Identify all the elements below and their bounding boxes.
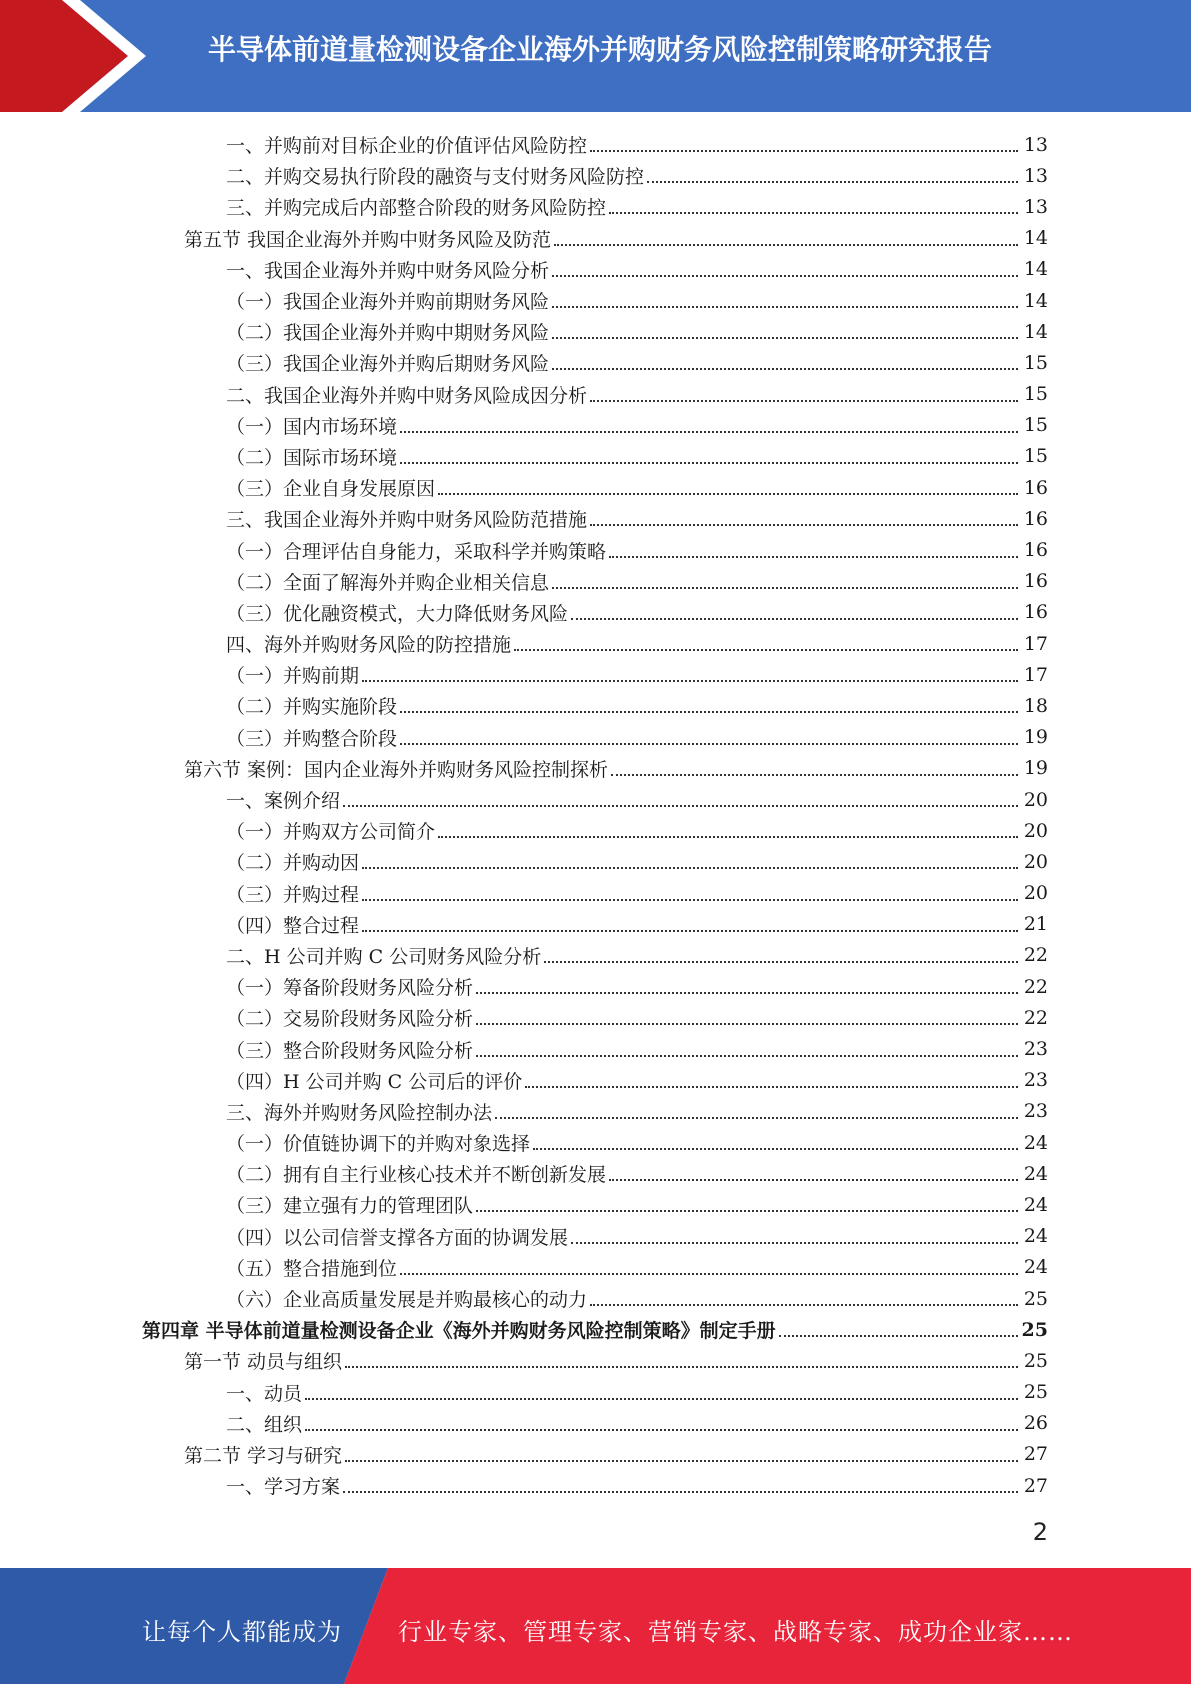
toc-dot-leader <box>495 1116 1018 1119</box>
toc-entry-title: （三）企业自身发展原因 <box>226 478 436 501</box>
toc-entry-title: （一）合理评估自身能力，采取科学并购策略 <box>226 540 607 563</box>
toc-entry[interactable] <box>0 129 1191 160</box>
toc-entry[interactable] <box>0 1345 1191 1376</box>
toc-entry[interactable] <box>0 503 1191 534</box>
toc-entry-title: （三）建立强有力的管理团队 <box>226 1195 474 1218</box>
toc-entry-page: 14 <box>1023 289 1048 312</box>
toc-entry-title: 第二节 学习与研究 <box>184 1444 343 1467</box>
toc-entry[interactable] <box>0 1408 1191 1439</box>
toc-entry-title: （二）我国企业海外并购中期财务风险 <box>226 322 550 345</box>
toc-dot-leader <box>362 929 1018 932</box>
toc-entry-title: （二）国际市场环境 <box>226 446 398 469</box>
toc-entry-page: 16 <box>1023 570 1048 593</box>
toc-entry[interactable] <box>0 1158 1191 1189</box>
toc-dot-leader <box>609 555 1018 558</box>
toc-entry-page: 16 <box>1023 507 1048 530</box>
toc-dot-leader <box>476 1022 1018 1025</box>
table-of-contents <box>0 129 1191 1501</box>
toc-entry-title: 第五节 我国企业海外并购中财务风险及防范 <box>184 228 552 251</box>
toc-entry-page: 21 <box>1023 913 1048 936</box>
toc-entry[interactable] <box>0 722 1191 753</box>
toc-entry[interactable] <box>0 659 1191 690</box>
toc-dot-leader <box>400 1272 1018 1275</box>
footer-slogan-left: 让每个人都能成为 <box>142 1618 342 1646</box>
toc-entry[interactable] <box>0 878 1191 909</box>
toc-entry-title: 第一节 动员与组织 <box>184 1351 343 1374</box>
toc-entry[interactable] <box>0 1314 1191 1345</box>
toc-entry[interactable] <box>0 191 1191 222</box>
toc-entry-page: 27 <box>1023 1443 1048 1466</box>
toc-entry[interactable] <box>0 316 1191 347</box>
toc-dot-leader <box>544 960 1018 963</box>
toc-entry-page: 13 <box>1023 164 1048 187</box>
toc-entry-title: 一、案例介绍 <box>226 790 341 813</box>
toc-dot-leader <box>590 1303 1018 1306</box>
toc-dot-leader <box>476 1054 1018 1057</box>
toc-entry[interactable] <box>0 1377 1191 1408</box>
toc-entry[interactable] <box>0 1439 1191 1470</box>
toc-dot-leader <box>343 1490 1018 1493</box>
toc-entry-page: 20 <box>1023 788 1048 811</box>
toc-dot-leader <box>552 367 1018 370</box>
toc-entry-title: （四）整合过程 <box>226 914 360 937</box>
toc-entry-page: 25 <box>1021 1318 1048 1341</box>
toc-entry-page: 19 <box>1023 726 1048 749</box>
toc-entry[interactable] <box>0 1065 1191 1096</box>
toc-entry-title: 第六节 案例：国内企业海外并购财务风险控制探析 <box>184 758 609 781</box>
toc-entry-page: 25 <box>1023 1287 1048 1310</box>
toc-entry-page: 22 <box>1023 975 1048 998</box>
toc-entry-page: 25 <box>1023 1381 1048 1404</box>
toc-entry[interactable] <box>0 223 1191 254</box>
toc-dot-leader <box>571 1241 1018 1244</box>
toc-entry[interactable] <box>0 410 1191 441</box>
toc-dot-leader <box>305 1397 1018 1400</box>
toc-dot-leader <box>362 679 1018 682</box>
toc-entry[interactable] <box>0 1470 1191 1501</box>
toc-entry-page: 24 <box>1023 1131 1048 1154</box>
toc-entry-page: 24 <box>1023 1256 1048 1279</box>
toc-entry-title: （二）并购实施阶段 <box>226 696 398 719</box>
toc-entry-page: 15 <box>1023 383 1048 406</box>
toc-entry-title: 三、并购完成后内部整合阶段的财务风险防控 <box>226 197 607 220</box>
toc-entry-title: （二）交易阶段财务风险分析 <box>226 1008 474 1031</box>
toc-entry[interactable] <box>0 784 1191 815</box>
document-title: 半导体前道量检测设备企业海外并购财务风险控制策略研究报告 <box>207 33 992 66</box>
toc-entry-title: 二、组织 <box>226 1413 303 1436</box>
toc-entry[interactable] <box>0 597 1191 628</box>
toc-entry-page: 19 <box>1023 757 1048 780</box>
toc-entry[interactable] <box>0 1189 1191 1220</box>
toc-entry-page: 23 <box>1023 1038 1048 1061</box>
toc-entry-title: （二）全面了解海外并购企业相关信息 <box>226 571 550 594</box>
toc-entry[interactable] <box>0 160 1191 191</box>
toc-entry[interactable] <box>0 1127 1191 1158</box>
toc-entry[interactable] <box>0 815 1191 846</box>
toc-dot-leader <box>362 898 1018 901</box>
toc-dot-leader <box>571 617 1018 620</box>
toc-entry-title: （一）筹备阶段财务风险分析 <box>226 977 474 1000</box>
toc-entry[interactable] <box>0 971 1191 1002</box>
toc-entry-page: 22 <box>1023 1006 1048 1029</box>
toc-dot-leader <box>343 804 1018 807</box>
toc-entry-title: （五）整合措施到位 <box>226 1257 398 1280</box>
toc-entry[interactable] <box>0 254 1191 285</box>
toc-entry-page: 16 <box>1023 476 1048 499</box>
toc-entry-page: 27 <box>1023 1474 1048 1497</box>
toc-entry-page: 15 <box>1023 414 1048 437</box>
toc-entry-page: 13 <box>1023 133 1048 156</box>
toc-entry[interactable] <box>0 753 1191 784</box>
toc-dot-leader <box>552 586 1018 589</box>
toc-entry-page: 20 <box>1023 882 1048 905</box>
toc-entry-title: （一）并购双方公司简介 <box>226 821 436 844</box>
header-arrow-decoration <box>0 0 160 112</box>
toc-entry[interactable] <box>0 1033 1191 1064</box>
toc-entry-title: 三、海外并购财务风险控制办法 <box>226 1101 493 1124</box>
toc-entry[interactable] <box>0 441 1191 472</box>
toc-entry-title: （三）整合阶段财务风险分析 <box>226 1039 474 1062</box>
toc-entry[interactable] <box>0 1096 1191 1127</box>
toc-entry-title: 二、H 公司并购 C 公司财务风险分析 <box>226 945 542 968</box>
toc-dot-leader <box>611 773 1018 776</box>
toc-entry-title: 一、我国企业海外并购中财务风险分析 <box>226 259 550 282</box>
toc-entry-page: 24 <box>1023 1162 1048 1185</box>
toc-dot-leader <box>609 1178 1018 1181</box>
toc-entry-title: （一）并购前期 <box>226 665 360 688</box>
toc-entry-title: （一）我国企业海外并购前期财务风险 <box>226 291 550 314</box>
toc-entry-title: （三）并购过程 <box>226 883 360 906</box>
toc-dot-leader <box>476 991 1018 994</box>
toc-entry[interactable] <box>0 846 1191 877</box>
toc-dot-leader <box>779 1334 1018 1337</box>
toc-dot-leader <box>525 1085 1018 1088</box>
toc-dot-leader <box>590 523 1018 526</box>
toc-dot-leader <box>400 742 1018 745</box>
toc-entry-page: 26 <box>1023 1412 1048 1435</box>
toc-dot-leader <box>647 180 1018 183</box>
toc-entry-page: 16 <box>1023 539 1048 562</box>
toc-entry-page: 14 <box>1023 320 1048 343</box>
toc-dot-leader <box>476 1209 1018 1212</box>
toc-dot-leader <box>552 336 1018 339</box>
toc-entry-title: （三）并购整合阶段 <box>226 727 398 750</box>
toc-entry[interactable] <box>0 1252 1191 1283</box>
toc-dot-leader <box>554 243 1018 246</box>
toc-entry-page: 18 <box>1023 694 1048 717</box>
toc-entry[interactable] <box>0 940 1191 971</box>
toc-dot-leader <box>552 305 1018 308</box>
toc-entry-page: 20 <box>1023 819 1048 842</box>
page-number: 2 <box>1032 1518 1048 1546</box>
toc-entry-title: （四）H 公司并购 C 公司后的评价 <box>226 1070 523 1093</box>
toc-entry[interactable] <box>0 1283 1191 1314</box>
toc-dot-leader <box>345 1365 1018 1368</box>
toc-entry-title: （二）并购动因 <box>226 852 360 875</box>
toc-entry-title: （三）我国企业海外并购后期财务风险 <box>226 353 550 376</box>
page-header <box>0 0 1191 112</box>
toc-dot-leader <box>514 648 1018 651</box>
toc-entry-title: （一）价值链协调下的并购对象选择 <box>226 1133 531 1156</box>
toc-entry[interactable] <box>0 472 1191 503</box>
toc-entry-title: （四）以公司信誉支撑各方面的协调发展 <box>226 1226 569 1249</box>
toc-dot-leader <box>345 1459 1018 1462</box>
toc-entry[interactable] <box>0 1002 1191 1033</box>
toc-dot-leader <box>533 1147 1018 1150</box>
toc-entry-page: 22 <box>1023 944 1048 967</box>
toc-entry[interactable] <box>0 628 1191 659</box>
toc-entry-title: 一、并购前对目标企业的价值评估风险防控 <box>226 135 588 158</box>
toc-entry-title: （二）拥有自主行业核心技术并不断创新发展 <box>226 1164 607 1187</box>
toc-entry[interactable] <box>0 909 1191 940</box>
toc-dot-leader <box>552 274 1018 277</box>
toc-dot-leader <box>400 430 1018 433</box>
toc-dot-leader <box>400 461 1018 464</box>
toc-entry-page: 17 <box>1023 632 1048 655</box>
toc-entry-title: （三）优化融资模式，大力降低财务风险 <box>226 602 569 625</box>
toc-entry-page: 15 <box>1023 445 1048 468</box>
toc-entry[interactable] <box>0 566 1191 597</box>
toc-entry-page: 14 <box>1023 227 1048 250</box>
toc-entry-title: 二、并购交易执行阶段的融资与支付财务风险防控 <box>226 166 645 189</box>
toc-dot-leader <box>590 399 1018 402</box>
toc-entry[interactable] <box>0 285 1191 316</box>
toc-entry-page: 23 <box>1023 1069 1048 1092</box>
toc-entry-title: （六）企业高质量发展是并购最核心的动力 <box>226 1289 588 1312</box>
toc-entry-title: 一、动员 <box>226 1382 303 1405</box>
page-footer <box>0 1568 1191 1684</box>
toc-entry[interactable] <box>0 1221 1191 1252</box>
toc-entry-page: 24 <box>1023 1225 1048 1248</box>
toc-entry-page: 20 <box>1023 850 1048 873</box>
toc-dot-leader <box>438 835 1018 838</box>
toc-entry-title: 二、我国企业海外并购中财务风险成因分析 <box>226 384 588 407</box>
toc-entry-title: （一）国内市场环境 <box>226 415 398 438</box>
toc-entry-title: 一、学习方案 <box>226 1476 341 1499</box>
toc-entry-page: 25 <box>1023 1349 1048 1372</box>
toc-dot-leader <box>609 211 1018 214</box>
toc-entry-title: 三、我国企业海外并购中财务风险防范措施 <box>226 509 588 532</box>
toc-entry-page: 17 <box>1023 663 1048 686</box>
toc-entry-page: 15 <box>1023 351 1048 374</box>
toc-entry[interactable] <box>0 347 1191 378</box>
toc-dot-leader <box>438 492 1018 495</box>
toc-dot-leader <box>590 149 1018 152</box>
toc-entry-page: 23 <box>1023 1100 1048 1123</box>
toc-entry-title: 四、海外并购财务风险的防控措施 <box>226 634 512 657</box>
toc-entry-page: 14 <box>1023 258 1048 281</box>
toc-dot-leader <box>305 1428 1018 1431</box>
toc-entry-page: 13 <box>1023 195 1048 218</box>
toc-dot-leader <box>400 710 1018 713</box>
toc-dot-leader <box>362 866 1018 869</box>
toc-entry-page: 16 <box>1023 601 1048 624</box>
toc-entry[interactable] <box>0 690 1191 721</box>
toc-entry[interactable] <box>0 379 1191 410</box>
toc-entry[interactable] <box>0 534 1191 565</box>
toc-entry-page: 24 <box>1023 1193 1048 1216</box>
footer-slogan-right: 行业专家、管理专家、营销专家、战略专家、成功企业家…… <box>398 1618 1073 1646</box>
toc-entry-title: 第四章 半导体前道量检测设备企业《海外并购财务风险控制策略》制定手册 <box>142 1320 776 1343</box>
